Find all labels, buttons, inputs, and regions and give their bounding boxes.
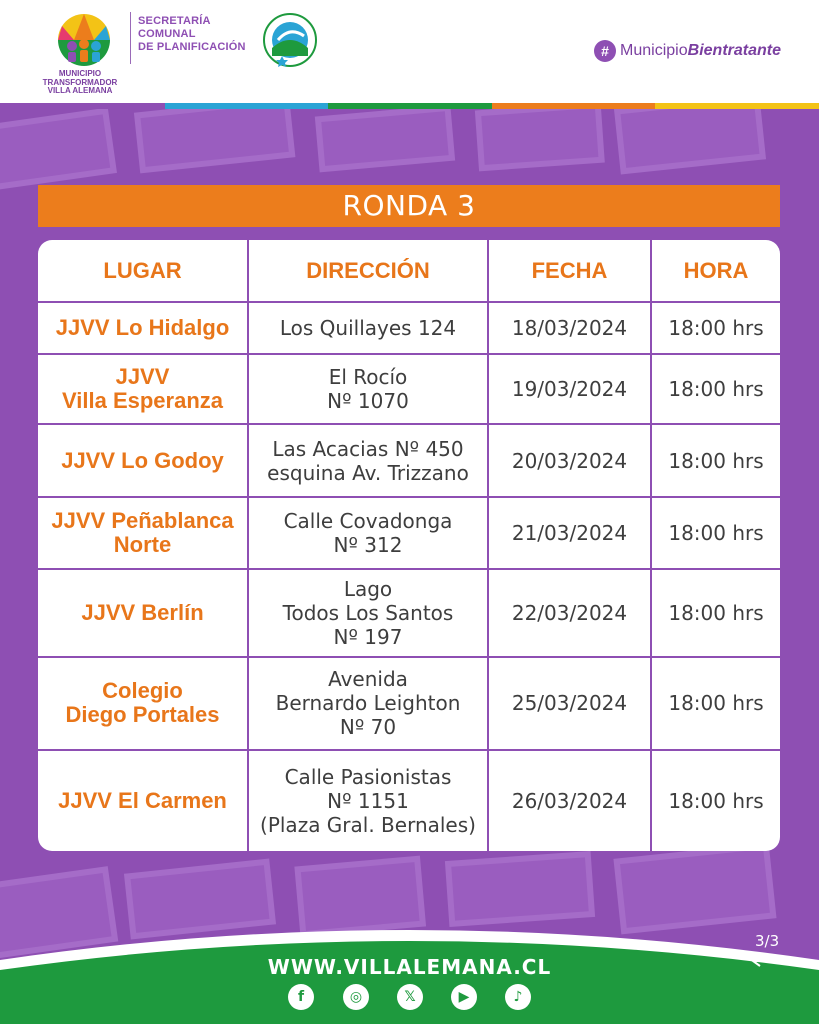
cell-lugar-line: JJVV Peñablanca — [51, 507, 234, 533]
cell-fecha: 22/03/2024 — [488, 569, 651, 657]
cell-direccion — [248, 657, 488, 749]
cell-lugar-line: Villa Esperanza — [61, 388, 223, 414]
table-row — [38, 302, 780, 354]
website-url[interactable]: WWW.VILLALEMANA.CL — [267, 955, 552, 979]
cell-lugar-line: JJVV Lo Hidalgo — [55, 315, 230, 341]
column-header-direccion: DIRECCIÓN — [248, 240, 488, 302]
cell-lugar — [38, 750, 248, 851]
cell-lugar-line: Norte — [113, 531, 172, 557]
cell-direccion-line: Nº 312 — [333, 532, 403, 557]
cell-hora: 18:00 hrs — [651, 569, 780, 657]
table-row — [38, 497, 780, 569]
cell-lugar — [38, 569, 248, 657]
hashtag-icon: # — [594, 40, 616, 62]
hashtag-municipio-bientratante — [594, 40, 781, 62]
cell-direccion-line: Nº 1151 — [327, 788, 409, 813]
logo-caption — [30, 70, 130, 96]
instagram-icon[interactable]: ◎ — [343, 984, 369, 1010]
cell-fecha: 25/03/2024 — [488, 657, 651, 749]
cell-direccion — [248, 750, 488, 851]
tiktok-icon[interactable]: ♪ — [505, 984, 531, 1010]
cell-direccion-line: Calle Covadonga — [283, 508, 453, 533]
round-title: RONDA 3 — [38, 185, 780, 227]
cell-direccion — [248, 424, 488, 496]
cell-lugar — [38, 302, 248, 354]
cell-direccion-line: El Rocío — [328, 365, 408, 390]
column-header-hora: HORA — [651, 240, 780, 302]
column-header-lugar: LUGAR — [38, 240, 248, 302]
cell-lugar-line: JJVV Lo Godoy — [61, 447, 224, 473]
cell-hora: 18:00 hrs — [651, 354, 780, 424]
secretaria-line: SECRETARÍA — [138, 15, 211, 27]
cell-fecha: 26/03/2024 — [488, 750, 651, 851]
cell-fecha: 20/03/2024 — [488, 424, 651, 496]
cell-direccion — [248, 569, 488, 657]
table-row — [38, 750, 780, 851]
cell-direccion-line: Todos Los Santos — [282, 601, 454, 626]
table-row — [38, 424, 780, 496]
cell-direccion-line: Nº 1070 — [327, 389, 409, 414]
cell-lugar — [38, 424, 248, 496]
logo-caption-line: TRANSFORMADOR — [42, 77, 118, 87]
cell-hora: 18:00 hrs — [651, 497, 780, 569]
cell-lugar-line: Colegio — [102, 678, 183, 704]
cell-direccion — [248, 302, 488, 354]
cell-lugar-line: JJVV — [115, 364, 170, 390]
youtube-icon[interactable]: ▶ — [451, 984, 477, 1010]
hashtag-text-regular: Municipio — [620, 42, 688, 59]
logo-caption-line: MUNICIPIO — [58, 69, 102, 78]
schedule-table-card — [38, 240, 780, 851]
cell-direccion — [248, 497, 488, 569]
cell-direccion-line: Bernardo Leighton — [275, 691, 461, 716]
header — [0, 0, 819, 103]
cell-direccion-line: Los Quillayes 124 — [279, 316, 457, 341]
cell-hora: 18:00 hrs — [651, 424, 780, 496]
cell-hora: 18:00 hrs — [651, 657, 780, 749]
cell-direccion-line: (Plaza Gral. Bernales) — [260, 812, 476, 837]
table-header-row — [38, 240, 780, 302]
cell-lugar-line: Diego Portales — [65, 702, 220, 728]
cell-direccion-line: Nº 70 — [339, 715, 397, 740]
schedule-table — [38, 240, 780, 851]
table-row — [38, 569, 780, 657]
page-indicator: 3/3 — [755, 932, 780, 950]
certificacion-ambiental-seal-icon — [262, 12, 318, 68]
cell-lugar-line: JJVV El Carmen — [58, 787, 227, 813]
column-header-fecha: FECHA — [488, 240, 651, 302]
cell-hora: 18:00 hrs — [651, 302, 780, 354]
cell-direccion-line: Calle Pasionistas — [284, 764, 452, 789]
cell-hora: 18:00 hrs — [651, 750, 780, 851]
cell-fecha: 18/03/2024 — [488, 302, 651, 354]
secretaria-line: COMUNAL — [138, 28, 196, 40]
facebook-icon[interactable]: f — [288, 984, 314, 1010]
hashtag-text-bold: Bientratante — [687, 42, 781, 59]
cell-direccion-line: Las Acacias Nº 450 — [272, 436, 464, 461]
cell-fecha: 21/03/2024 — [488, 497, 651, 569]
cell-lugar — [38, 354, 248, 424]
cell-lugar-line: JJVV Berlín — [81, 600, 204, 626]
cell-fecha: 19/03/2024 — [488, 354, 651, 424]
cell-lugar — [38, 497, 248, 569]
secretaria-line: DE PLANIFICACIÓN — [138, 41, 246, 53]
cell-lugar — [38, 657, 248, 749]
logo-caption-line: VILLA ALEMANA — [47, 86, 113, 95]
arrow-left-icon — [750, 955, 794, 967]
x-icon[interactable]: 𝕏 — [397, 984, 423, 1010]
cell-direccion — [248, 354, 488, 424]
table-row — [38, 354, 780, 424]
secretaria-label — [138, 15, 246, 54]
cell-direccion-line: Lago — [343, 577, 393, 602]
cell-direccion-line: Avenida — [328, 667, 408, 692]
cell-direccion-line: esquina Av. Trizzano — [267, 460, 469, 485]
header-divider — [130, 12, 131, 64]
table-row — [38, 657, 780, 749]
cell-direccion-line: Nº 197 — [333, 625, 403, 650]
